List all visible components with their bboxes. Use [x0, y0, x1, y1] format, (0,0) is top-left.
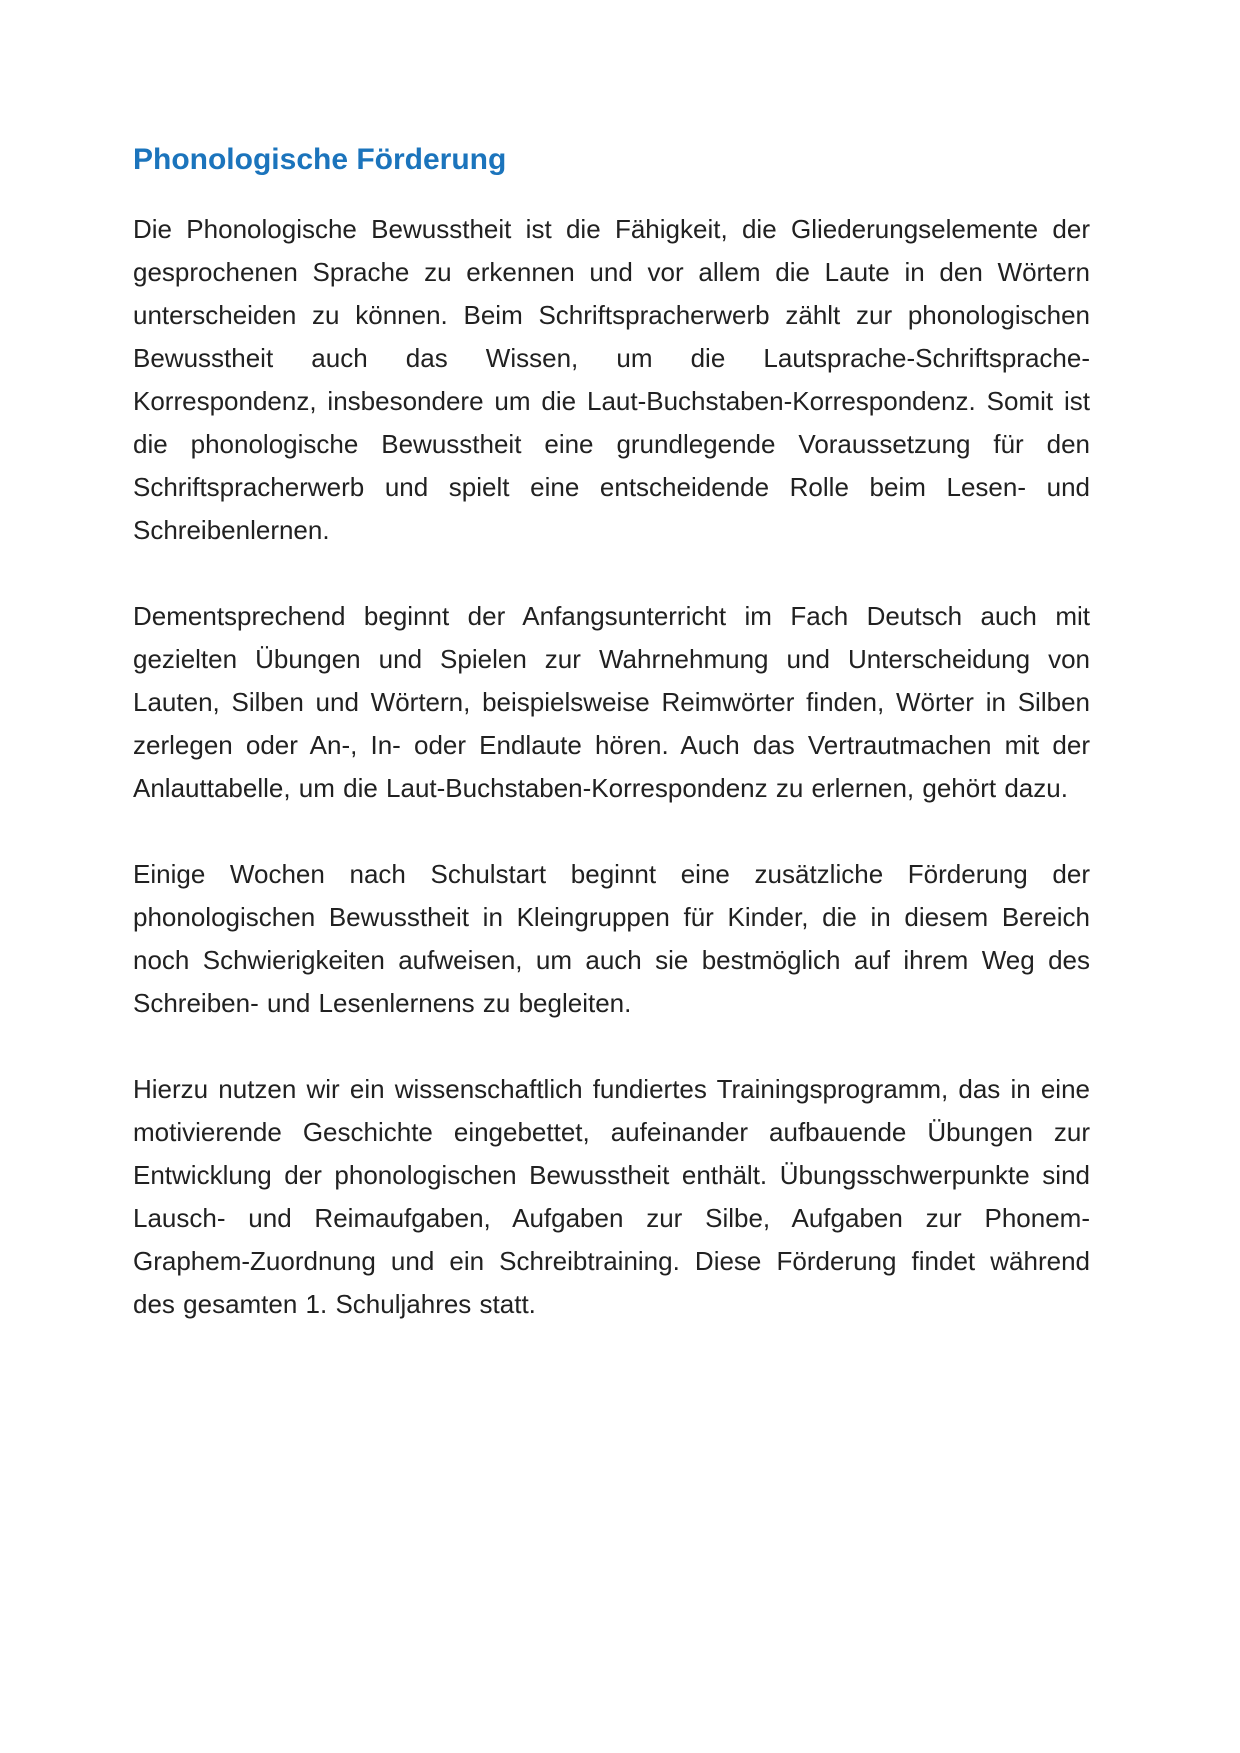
paragraph-small-group-support: Einige Wochen nach Schulstart beginnt eine zusätzliche Förderung der phonologischen Bewusstheit in Kleingruppen für Kinder, die in diesem Bereich noch Schwierigkeiten aufweisen, um auch sie bestmöglich auf ihrem Weg des Schreiben- und Lesenlernens zu begleiten. [133, 859, 1090, 1018]
paragraph-training-program: Hierzu nutzen wir ein wissenschaftlich fundiertes Trainingsprogramm, das in eine motivierende Geschichte eingebettet, aufeinander aufbauende Übungen zur Entwicklung der phonologischen Bewusstheit enthält. Übungsschwerpunkte sind Lausch- und Reimaufgaben, Aufgaben zur Silbe, Aufgaben zur Phonem-Graphem-Zuordnung und ein Schreibtraining. Diese Förderung findet während des gesamten 1. Schuljahres statt. [133, 1074, 1090, 1319]
page-title: Phonologische Förderung [133, 143, 507, 176]
paragraph-phonological-awareness: Die Phonologische Bewusstheit ist die Fähigkeit, die Gliederungselemente der gesprochenen Sprache zu erkennen und vor allem die Laute in den Wörtern unterscheiden zu können. Beim Schriftspracherwerb zählt zur phonologischen Bewusstheit auch das Wissen, um die Lautsprache-Schriftsprache-Korrespondenz, insbesondere um die Laut-Buchstaben-Korrespondenz. Somit ist die phonologische Bewusstheit eine grundlegende Voraussetzung für den Schriftspracherwerb und spielt eine entscheidende Rolle beim Lesen- und Schreibenlernen. [133, 214, 1090, 545]
paragraph-initial-lessons: Dementsprechend beginnt der Anfangsunterricht im Fach Deutsch auch mit gezielten Übungen und Spielen zur Wahrnehmung und Unterscheidung von Lauten, Silben und Wörtern, beispielsweise Reimwörter finden, Wörter in Silben zerlegen oder An-, In- oder Endlaute hören. Auch das Vertrautmachen mit der Anlauttabelle, um die Laut-Buchstaben-Korrespondenz zu erlernen, gehört dazu. [133, 601, 1090, 803]
